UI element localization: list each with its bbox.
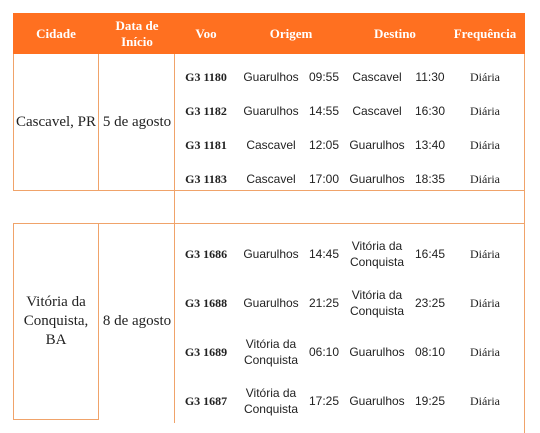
departure-time: 09:55 bbox=[308, 70, 340, 84]
city-cell: Vitória da Conquista, BA bbox=[23, 293, 89, 348]
frequency: Diária bbox=[470, 394, 500, 408]
flight-number: G3 1687 bbox=[184, 394, 228, 408]
frequency: Diária bbox=[470, 138, 500, 152]
destination-city: Guarulhos bbox=[349, 345, 405, 359]
destination-city: Vitória da Conquista bbox=[349, 239, 405, 269]
origin-city: Guarulhos bbox=[243, 70, 299, 84]
arrival-time: 16:45 bbox=[414, 247, 446, 261]
header-cidade: Cidade bbox=[36, 25, 76, 41]
destination-city: Guarulhos bbox=[349, 172, 405, 186]
flight-number: G3 1688 bbox=[184, 296, 228, 310]
date-cell: 8 de agosto bbox=[102, 312, 172, 329]
header-frequencia: Frequência bbox=[453, 25, 517, 41]
departure-time: 14:55 bbox=[308, 104, 340, 118]
flight-number: G3 1181 bbox=[185, 138, 227, 152]
flight-number: G3 1182 bbox=[185, 104, 227, 118]
arrival-time: 19:25 bbox=[414, 394, 446, 408]
flight-number: G3 1686 bbox=[184, 247, 228, 261]
origin-city: Cascavel bbox=[246, 138, 296, 152]
arrival-time: 11:30 bbox=[415, 70, 445, 84]
departure-time: 17:00 bbox=[308, 172, 340, 186]
border-spacer-mid bbox=[174, 191, 175, 223]
departure-time: 21:25 bbox=[308, 296, 340, 310]
arrival-time: 13:40 bbox=[414, 138, 446, 152]
arrival-time: 23:25 bbox=[414, 296, 446, 310]
flight-number: G3 1689 bbox=[184, 345, 228, 359]
frequency: Diária bbox=[470, 104, 500, 118]
destination-city: Cascavel bbox=[352, 70, 402, 84]
date-cell: 5 de agosto bbox=[102, 114, 172, 130]
origin-city: Guarulhos bbox=[243, 104, 299, 118]
border-spacer-right bbox=[524, 191, 525, 223]
destination-city: Guarulhos bbox=[349, 394, 405, 408]
border-bottom-2 bbox=[13, 419, 99, 420]
departure-time: 12:05 bbox=[308, 138, 340, 152]
header-voo: Voo bbox=[195, 25, 217, 41]
frequency: Diária bbox=[470, 172, 500, 186]
flight-number: G3 1183 bbox=[185, 172, 227, 186]
arrival-time: 08:10 bbox=[414, 345, 446, 359]
arrival-time: 18:35 bbox=[414, 172, 446, 186]
flight-number: G3 1180 bbox=[185, 70, 227, 84]
origin-city: Cascavel bbox=[246, 172, 296, 186]
destination-city: Cascavel bbox=[352, 104, 402, 118]
border-right-1 bbox=[524, 54, 525, 191]
header-destino: Destino bbox=[374, 25, 416, 41]
destination-city: Vitória da Conquista bbox=[349, 288, 405, 318]
frequency: Diária bbox=[470, 345, 500, 359]
header-data-inicio: Data de Início bbox=[115, 17, 159, 49]
origin-city: Vitória da Conquista bbox=[243, 386, 299, 416]
header-origem: Origem bbox=[269, 25, 313, 41]
origin-city: Guarulhos bbox=[243, 296, 299, 310]
frequency: Diária bbox=[470, 70, 500, 84]
destination-city: Guarulhos bbox=[349, 138, 405, 152]
frequency: Diária bbox=[470, 296, 500, 310]
departure-time: 14:45 bbox=[308, 247, 340, 261]
frequency: Diária bbox=[470, 247, 500, 261]
origin-city: Vitória da Conquista bbox=[243, 337, 299, 367]
departure-time: 06:10 bbox=[308, 345, 340, 359]
city-cell: Cascavel, PR bbox=[16, 114, 96, 130]
origin-city: Guarulhos bbox=[243, 247, 299, 261]
arrival-time: 16:30 bbox=[414, 104, 446, 118]
table-header bbox=[13, 13, 525, 54]
departure-time: 17:25 bbox=[308, 394, 340, 408]
border-right-2 bbox=[524, 223, 525, 433]
